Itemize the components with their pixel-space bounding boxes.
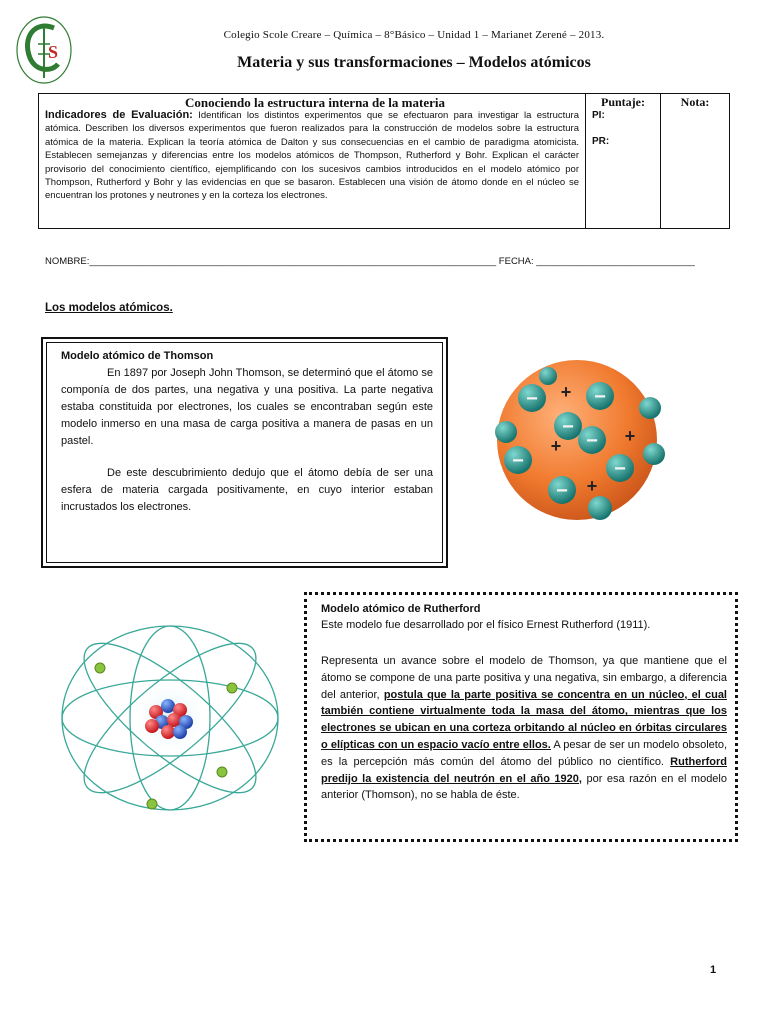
page-number: 1: [710, 964, 717, 976]
school-crest-icon: [14, 14, 74, 86]
school-header: Colegio Scole Creare – Química – 8°Básico – Unidad 1 – Marianet Zerené – 2013.: [223, 29, 605, 41]
rutherford-text-emphasis-1: postula que la parte positiva se concentra en un núcleo, el cual también contiene virtualmente toda la masa del átomo, mientras que los electrones se ubican en una corteza orbitando al núcleo en órbitas circulares o elípticas con un espacio vacío entre ellos.: [321, 688, 727, 751]
indicators-label: Indicadores de Evaluación:: [45, 109, 193, 121]
plus-sign: +: [624, 426, 636, 446]
evaluation-table: [38, 93, 730, 229]
score-column: [585, 94, 660, 228]
pr-label: PR:: [592, 136, 610, 147]
document-title: Materia y sus transformaciones – Modelos atómicos: [237, 54, 591, 71]
rutherford-atom-image: [52, 618, 288, 818]
school-logo: [14, 14, 74, 86]
plus-sign: +: [560, 382, 572, 402]
thomson-box: [41, 337, 448, 568]
indicators-body: Identifican los distintos experimentos que se efectuaron para investigar la estructura atómica. Describen los diversos experimentos que fueron realizados para la construcción de modelos sobre la estructura atómica de la materia. Explican la teoría atómica de Dalton y sus consecuencias en el cambio de paradigma atomicista. Establecen semejanzas y diferencias entre los modelos atómicos de Thompson, Rutherford y Bohr. Explican el carácter provisorio del conocimiento científico, ejemplificando con los sucesivos cambios introducidos en el modelo atómico por Thompson, Rutherford y Bohr y las evidencias en que se basaron. Establecen una visión de átomo donde en el núcleo se encuentran los protones y neutrones y en la corteza los electrones.: [45, 110, 580, 202]
minus-sign: −: [614, 458, 626, 480]
grade-column: [660, 94, 729, 228]
rutherford-text-mid: A pesar de ser un modelo obsoleto, es la percepción más común del átomo del público no científico.: [321, 738, 727, 768]
rutherford-box: [304, 592, 738, 842]
nota-label: Nota:: [680, 95, 710, 109]
puntaje-label: Puntaje:: [601, 95, 645, 109]
thomson-paragraph-1: En 1897 por Joseph John Thomson, se determinó que el átomo se componía de dos partes, una negativa y una positiva. La parte negativa estaba constituida por electrones, los cuales se encontraban según este modelo inmerso en una masa de carga positiva a manera de pasas en un pastel.: [61, 367, 433, 447]
indicators-text: [45, 109, 579, 203]
section-heading: Los modelos atómicos.: [45, 302, 173, 314]
rutherford-text-end: por esa razón en el modelo anterior (Thomson), no se habla de éste.: [321, 772, 727, 802]
minus-sign: −: [586, 430, 598, 452]
minus-sign: −: [556, 480, 568, 502]
rutherford-title: Modelo atómico de Rutherford: [321, 603, 481, 615]
name-date-line: NOMBRE:_____________________________________________________________________________ FECHA: ______________________________: [45, 256, 695, 267]
plum-pudding-atom-icon: [482, 360, 672, 520]
pi-label: PI:: [592, 110, 605, 121]
rutherford-paragraph: [321, 653, 727, 804]
thomson-paragraph-2: De este descubrimiento dedujo que el átomo debía de ser una esfera de materia cargada positivamente, en cuyo interior estaban incrustados los electrones.: [61, 467, 433, 513]
minus-sign: −: [562, 416, 574, 438]
thomson-title: Modelo atómico de Thomson: [61, 350, 214, 362]
minus-sign: −: [594, 386, 606, 408]
minus-sign: −: [526, 388, 538, 410]
svg-text:S: S: [48, 42, 59, 62]
rutherford-text-emphasis-2: Rutherford predijo la existencia del neutrón en el año 1920,: [321, 755, 727, 785]
rutherford-text-lead: Representa un avance sobre el modelo de Thomson, ya que mantiene que el átomo se compone de una parte positiva y una negativa, sin embargo, a diferencia del anterior,: [321, 655, 727, 701]
minus-sign: −: [512, 450, 524, 472]
plus-sign: +: [550, 436, 562, 456]
table-heading: Conociendo la estructura interna de la materia: [185, 95, 445, 110]
plus-sign: +: [586, 476, 598, 496]
thomson-atom-image: [482, 360, 672, 520]
orbital-atom-icon: [52, 618, 288, 818]
thomson-inner-frame: [46, 342, 443, 563]
rutherford-intro: Este modelo fue desarrollado por el físico Ernest Rutherford (1911).: [321, 619, 651, 631]
